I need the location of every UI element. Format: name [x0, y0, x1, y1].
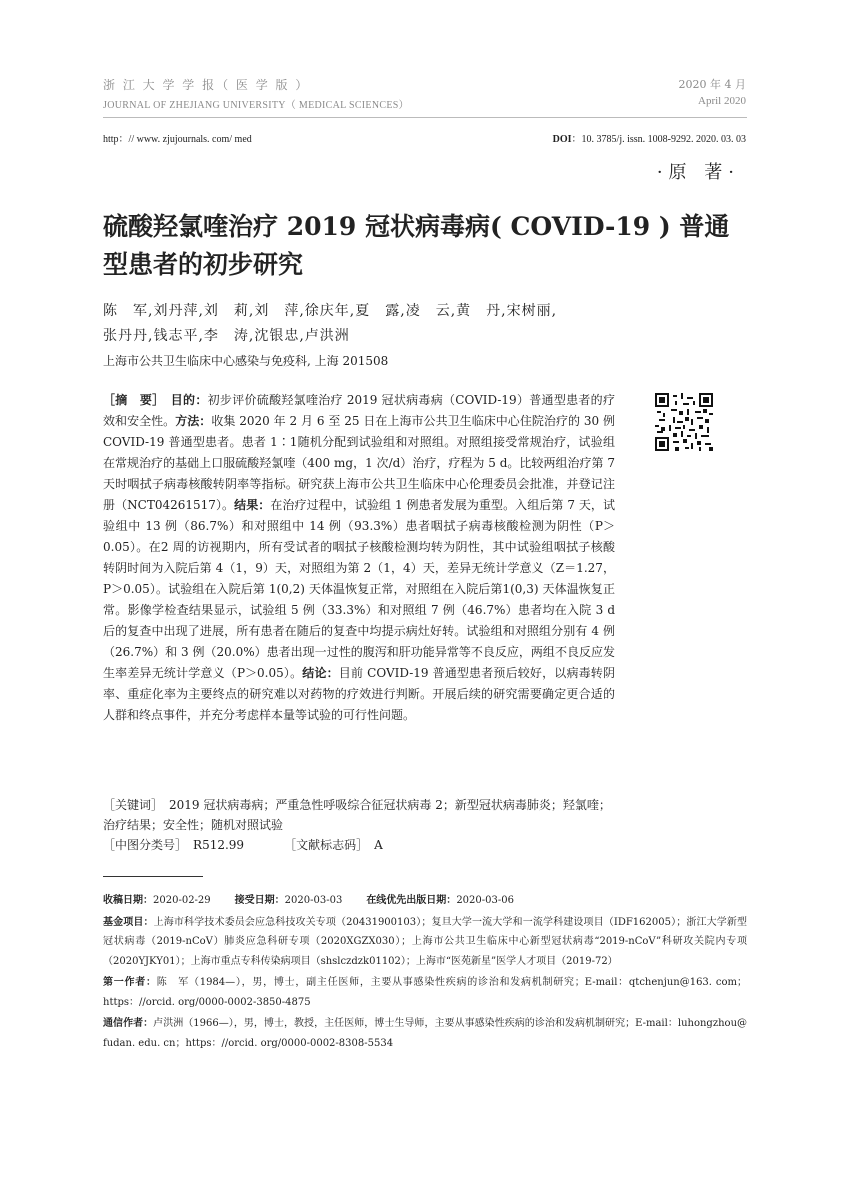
affiliation: 上海市公共卫生临床中心感染与免疫科, 上海 201508: [103, 354, 389, 368]
results-label: 结果：: [234, 498, 271, 512]
corresponding-author: [103, 1014, 747, 1053]
clc-value: R512.99: [193, 838, 245, 852]
qr-code-icon[interactable]: [655, 393, 713, 451]
doi-value: ：10. 3785/j. issn. 1008-9292. 2020. 03. 03: [571, 134, 746, 145]
clc-label: ［中图分类号］: [103, 838, 182, 852]
keywords-label: ［关键词］: [103, 798, 158, 812]
journal-name-en: JOURNAL OF ZHEJIANG UNIVERSITY（ MEDICAL SCIENCES）: [103, 100, 409, 111]
classification-codes: [103, 836, 615, 853]
received-date: 2020-02-29: [153, 895, 211, 906]
online-date: 2020-03-06: [456, 895, 514, 906]
journal-name-cn: 浙 江 大 学 学 报（ 医 学 版 ）: [103, 78, 310, 92]
doc-code-value: A: [374, 838, 383, 852]
author-list: [103, 299, 663, 349]
funding-label: 基金项目：: [103, 916, 154, 928]
online-label: 在线优先出版日期：: [366, 895, 457, 906]
accepted-date: 2020-03-03: [284, 895, 343, 906]
first-author: [103, 973, 747, 1012]
methods-text: 收集 2020 年 2 月 6 至 25 日在上海市公共卫生临床中心住院治疗的 30 例 COVID-19 普通型患者。患者 1∶1随机分配到试验组和对照组。对照组接受常规治疗，试验组在常规治疗的基础上口服硫酸羟氯喹（400 mg，1 次/d）治疗，疗程为 5 d。比较两组治疗第 7 天时咽拭子病毒核酸转阴率等指标。研究获上海市公共卫生临床中心伦理委员会批准，并登记注册（NCT04261517）。: [103, 414, 615, 512]
objective-text: 初步评价硫酸羟氯喹治疗 2019 冠状病毒病（COVID-19）普通型患者的疗效和安全性。: [103, 393, 615, 428]
doi-label: DOI: [552, 134, 572, 145]
column-label: ·原 著·: [656, 162, 740, 183]
first-author-text: 陈 军（1984—），男，博士，副主任医师，主要从事感染性疾病的诊治和发病机制研究；E-mail：qtchenjun@163. com；https：//orcid. org/0000-0002-3850-4875: [103, 977, 748, 1008]
footnotes: [103, 891, 747, 1055]
results-text: 在治疗过程中，试验组 1 例患者发展为重型。入组后第 7 天，试验组中 13 例（86.7%）和对照组中 14 例（93.3%）患者咽拭子病毒核酸检测为阴性（P＞0.05）。在2 周的访视期内，所有受试者的咽拭子核酸检测均转为阴性，其中试验组咽拭子核酸转阴时间为入院后第 4（1，9）天，对照组为第 2（1，4）天，差异无统计学意义（Z＝1.27，P＞0.05）。试验组在入院后第 1(0,2) 天体温恢复正常，对照组在入院后第1(0,3) 天体温恢复正常。影像学检查结果显示，试验组 5 例（33.3%）和对照组 7 例（46.7%）患者均在入院 3 d 后的复查中出现了进展，所有患者在随后的复查中均提示病灶好转。试验组和对照组分别有 4 例（26.7%）和 3 例（20.0%）患者出现一过性的腹泻和肝功能异常等不良反应，两组不良反应发生率差异无统计学意义（P＞0.05）。: [103, 498, 615, 680]
keywords: [103, 795, 615, 835]
author-line-2: 张丹丹,钱志平,李 涛,沈银忠,卢洪洲: [103, 328, 350, 344]
header-divider: [103, 117, 747, 118]
accepted-label: 接受日期：: [234, 895, 285, 906]
article-title: 硫酸羟氯喹治疗 2019 冠状病毒病( COVID-19 ) 普通型患者的初步研究: [103, 212, 730, 279]
author-line-1: 陈 军,刘丹萍,刘 莉,刘 萍,徐庆年,夏 露,凌 云,黄 丹,宋树丽,: [103, 303, 558, 319]
journal-url[interactable]: http：// www. zjujournals. com/ med: [103, 134, 252, 145]
abstract: [103, 390, 615, 726]
conclusion-text: 目前 COVID-19 普通型患者预后较好，以病毒转阴率、重症化率为主要终点的研究难以对药物的疗效进行判断。开展后续的研究需要确定更合适的人群和终点事件，并充分考虑样本量等试验的可行性问题。: [103, 666, 615, 722]
conclusion-label: 结论：: [302, 666, 339, 680]
issue-date-en: April 2020: [698, 95, 746, 107]
doc-code-label: ［文献标志码］: [284, 838, 363, 852]
corresponding-author-label: 通信作者：: [103, 1018, 154, 1029]
funding: [103, 913, 747, 972]
methods-label: 方法：: [175, 414, 212, 428]
first-author-label: 第一作者：: [103, 977, 157, 988]
corresponding-author-text: 卢洪洲（1966—），男，博士，教授，主任医师，博士生导师，主要从事感染性疾病的诊治和发病机制研究；E-mail：luhongzhou@ fudan. edu. cn；https：//orcid. org/0000-0002-8308-5534: [103, 1018, 748, 1049]
funding-text: 上海市科学技术委员会应急科技攻关专项（20431900103）；复旦大学一流大学和一流学科建设项目（IDF162005）；浙江大学新型冠状病毒（2019-nCoV）肺炎应急科研专项（2020XGZX030）；上海市公共卫生临床中心新型冠状病毒“2019-nCoV”科研攻关院内专项（2020YJKY01）；上海市重点专科传染病项目（shslczdzk01102）；上海市“医苑新星”医学人才项目（2019-72）: [103, 916, 747, 967]
issue-date-cn: 2020 年 4 月: [678, 78, 746, 91]
footnote-divider: [103, 876, 203, 877]
dates-line: [103, 891, 747, 911]
doi[interactable]: [553, 130, 746, 145]
abstract-label: ［摘 要］: [103, 393, 159, 407]
keywords-text: 2019 冠状病毒病；严重急性呼吸综合征冠状病毒 2；新型冠状病毒肺炎；羟氯喹；治疗结果；安全性；随机对照试验: [103, 798, 611, 832]
received-label: 收稿日期：: [103, 895, 153, 906]
objective-label: 目的：: [170, 393, 208, 407]
